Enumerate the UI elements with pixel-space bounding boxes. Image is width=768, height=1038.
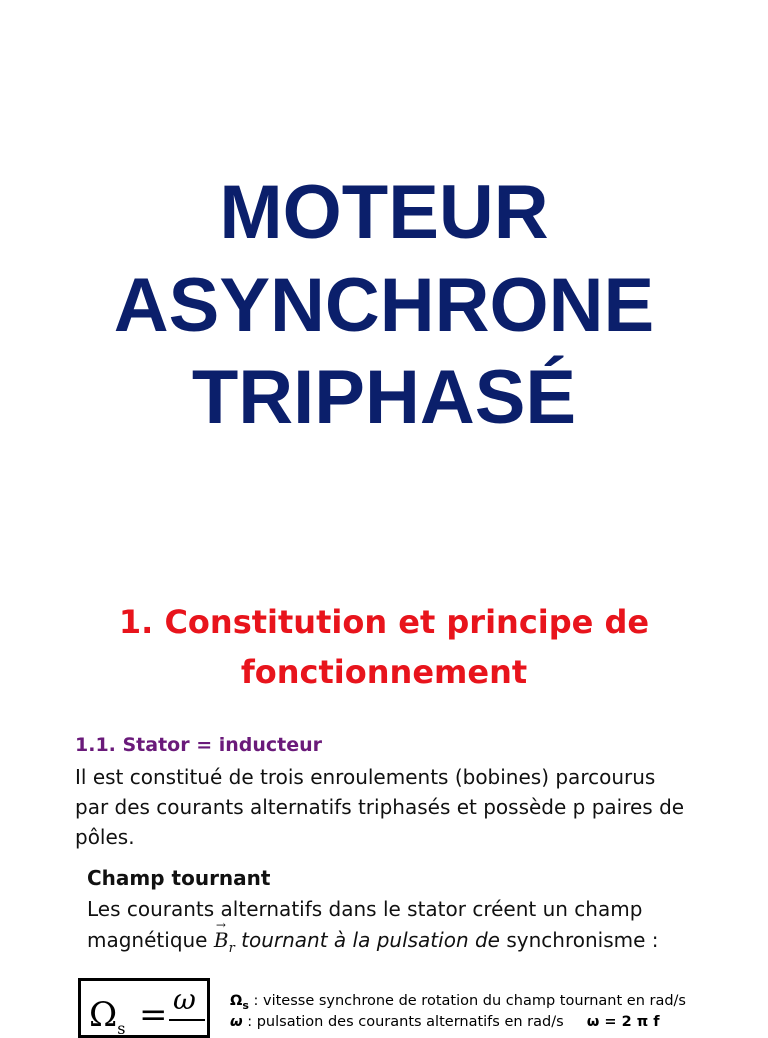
title-line-1: MOTEUR: [219, 170, 549, 255]
fraction-bar: [169, 1019, 205, 1021]
champ-line-2-start: magnétique: [87, 928, 214, 952]
stator-heading: 1.1. Stator = inducteur: [75, 734, 323, 756]
legend-row-2: [230, 1011, 760, 1033]
formula-equals: =: [139, 995, 168, 1035]
synchronous-speed-formula: [78, 978, 210, 1038]
stator-line-2: par des courants alternatifs triphasés et possède p paires de: [75, 795, 685, 819]
legend-row-1-subscript: s: [242, 998, 249, 1012]
vector-br: [213, 918, 235, 964]
legend-row-2-formula: ω = 2 π f: [586, 1014, 660, 1030]
champ-line-1: Les courants alternatifs dans le stator créent un champ: [87, 897, 643, 921]
legend-row-2-text: : pulsation des courants alternatifs en rad/s: [242, 1014, 587, 1030]
stator-line-1: Il est constitué de trois enroulements (bobines) parcourus: [75, 765, 656, 789]
legend-row-1-text: : vitesse synchrone de rotation du champ tournant en rad/s: [248, 993, 686, 1009]
formula-numerator: ω: [173, 983, 196, 1016]
champ-heading: Champ tournant: [87, 866, 271, 890]
champ-line-2-italic: tournant à la pulsation de: [234, 928, 500, 952]
section-heading-line-1: 1. Constitution et principe de: [118, 603, 650, 641]
section-heading-line-2: fonctionnement: [240, 653, 528, 691]
vector-symbol: B: [213, 928, 229, 952]
vector-subscript: r: [228, 941, 235, 956]
formula-lhs-symbol: Ω: [89, 995, 118, 1035]
stator-paragraph: [75, 762, 755, 852]
champ-line-2: [87, 918, 747, 964]
formula-lhs: [89, 995, 125, 1038]
legend-row-1-symbol: Ω: [230, 993, 243, 1009]
title-line-2: ASYNCHRONE: [113, 263, 655, 348]
legend-omega-s: [230, 993, 249, 1012]
vector-arrow: →: [215, 918, 226, 932]
formula-lhs-subscript: s: [117, 1018, 126, 1038]
champ-paragraph: [87, 894, 747, 964]
champ-line-2-end: synchronisme :: [499, 928, 659, 952]
legend-row-2-symbol: ω: [230, 1014, 243, 1030]
stator-line-3: pôles.: [75, 825, 135, 849]
title-line-3: TRIPHASÉ: [191, 355, 577, 440]
